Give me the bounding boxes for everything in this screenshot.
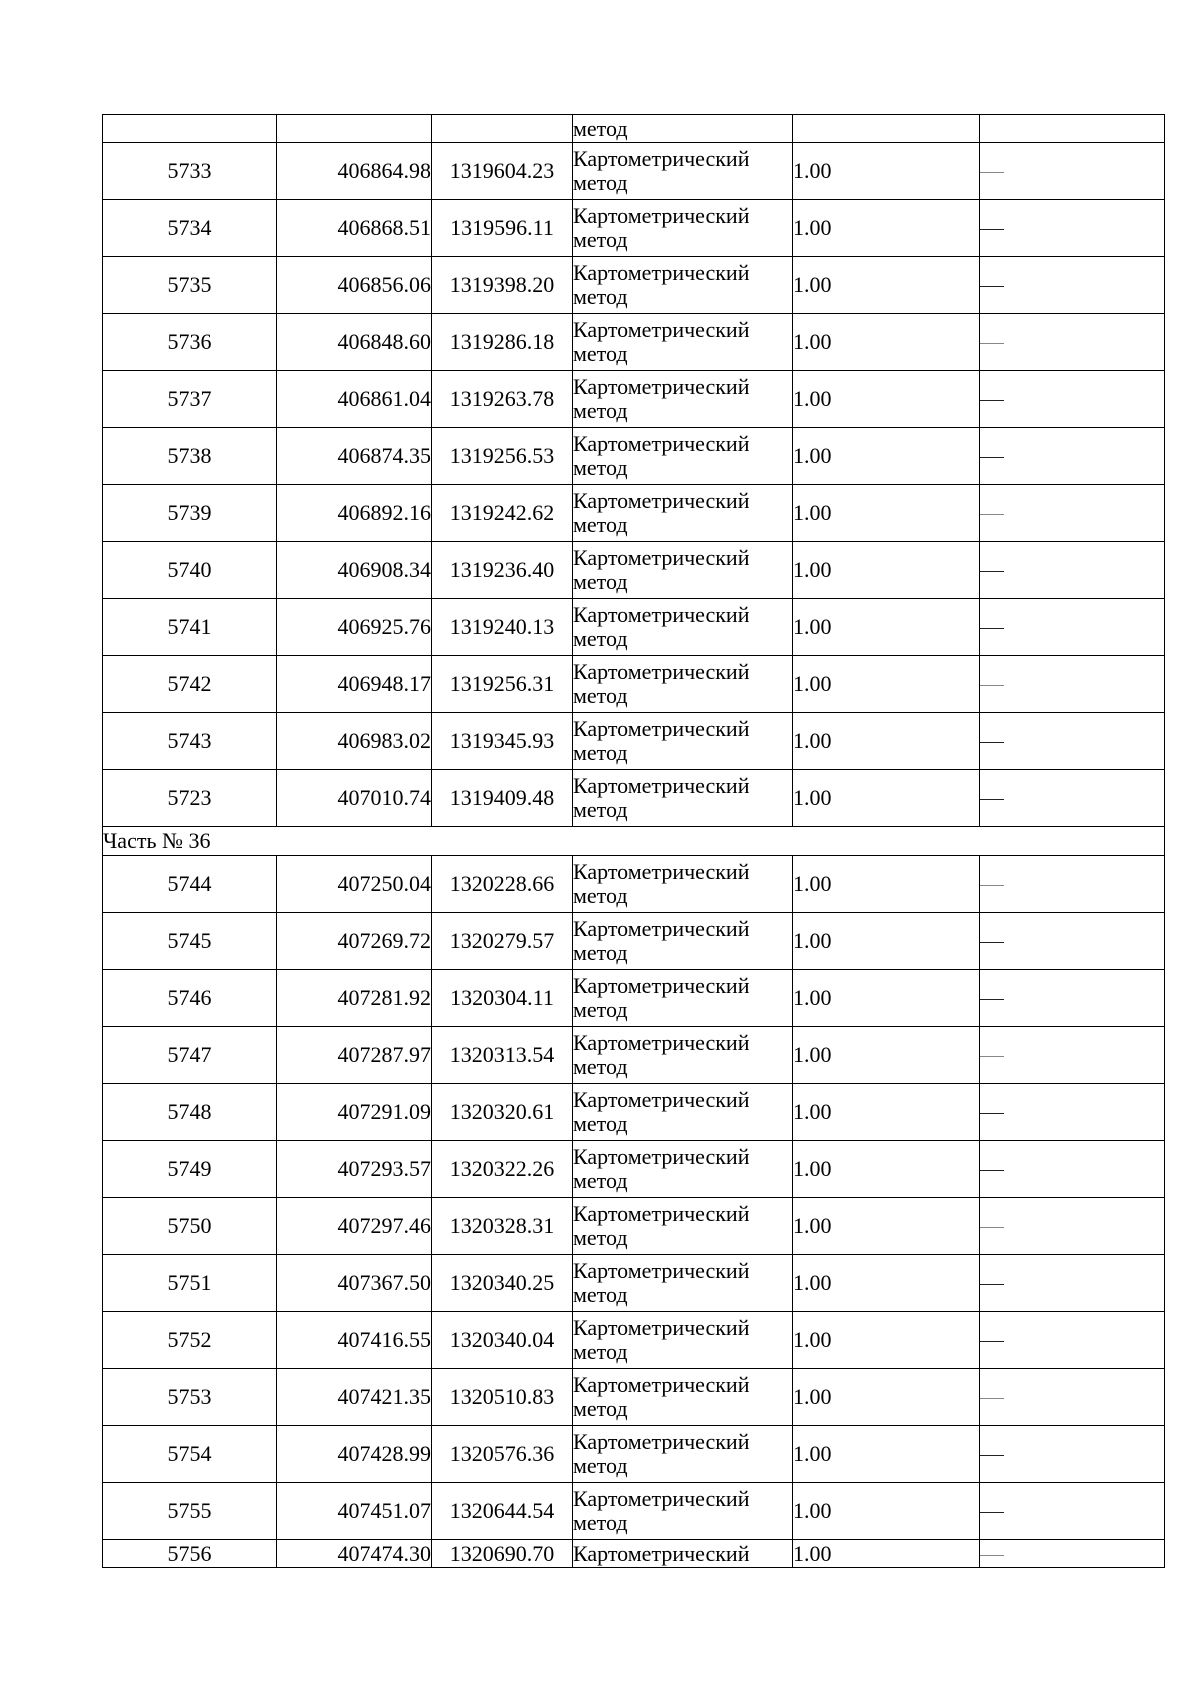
accuracy-cell: 1.00 — [793, 1426, 980, 1483]
cell-empty — [980, 115, 1165, 143]
y-coordinate-cell: 1320510.83 — [432, 1369, 573, 1426]
cell-empty — [432, 115, 573, 143]
table-row — [103, 371, 1165, 428]
method-cell — [573, 713, 793, 770]
dash-mark — [980, 1170, 1004, 1171]
method-line-2: метод — [573, 398, 628, 423]
y-coordinate-cell: 1320328.31 — [432, 1198, 573, 1255]
method-line-2: метод — [573, 997, 628, 1022]
x-coordinate-cell: 407297.46 — [277, 1198, 432, 1255]
table-row — [103, 1141, 1165, 1198]
method-line-2: метод — [573, 284, 628, 309]
method-cell — [573, 115, 793, 143]
accuracy-cell: 1.00 — [793, 1141, 980, 1198]
accuracy-cell: 1.00 — [793, 542, 980, 599]
dash-mark — [980, 400, 1004, 401]
method-line-1: Картометрический — [573, 1486, 750, 1511]
method-cell — [573, 428, 793, 485]
x-coordinate-cell: 406868.51 — [277, 200, 432, 257]
table-row — [103, 485, 1165, 542]
method-cell — [573, 1369, 793, 1426]
method-cell — [573, 913, 793, 970]
method-cell — [573, 1483, 793, 1540]
method-line-2: метод — [573, 683, 628, 708]
method-cell — [573, 1141, 793, 1198]
method-line-2: метод — [573, 341, 628, 366]
dash-mark — [980, 1341, 1004, 1342]
accuracy-cell: 1.00 — [793, 770, 980, 827]
y-coordinate-cell: 1319256.53 — [432, 428, 573, 485]
accuracy-cell: 1.00 — [793, 143, 980, 200]
method-cell — [573, 856, 793, 913]
method-line-1: Картометрический — [573, 1087, 750, 1112]
point-number-cell: 5750 — [103, 1198, 277, 1255]
x-coordinate-cell: 406948.17 — [277, 656, 432, 713]
method-line-2: метод — [573, 569, 628, 594]
method-line-1: Картометрический — [573, 488, 750, 513]
method-line-2: метод — [573, 455, 628, 480]
description-cell — [980, 1255, 1165, 1312]
dash-mark — [980, 343, 1004, 344]
description-cell — [980, 1312, 1165, 1369]
dash-mark — [980, 1398, 1004, 1399]
dash-mark — [980, 1227, 1004, 1228]
y-coordinate-cell: 1319236.40 — [432, 542, 573, 599]
method-line-1: Картометрический — [573, 659, 750, 684]
table-row — [103, 656, 1165, 713]
method-line-1: Картометрический — [573, 1372, 750, 1397]
table-row — [103, 599, 1165, 656]
dash-mark — [980, 457, 1004, 458]
x-coordinate-cell: 406856.06 — [277, 257, 432, 314]
table-row-fragment-top — [103, 115, 1165, 143]
point-number-cell: 5745 — [103, 913, 277, 970]
dash-mark — [980, 685, 1004, 686]
y-coordinate-cell: 1320279.57 — [432, 913, 573, 970]
dash-mark — [980, 1113, 1004, 1114]
dash-mark — [980, 172, 1004, 173]
x-coordinate-cell: 407421.35 — [277, 1369, 432, 1426]
x-coordinate-cell: 407428.99 — [277, 1426, 432, 1483]
accuracy-cell: 1.00 — [793, 913, 980, 970]
method-line-2: метод — [573, 1396, 628, 1421]
y-coordinate-cell: 1319256.31 — [432, 656, 573, 713]
dash-mark — [980, 999, 1004, 1000]
description-cell — [980, 913, 1165, 970]
method-line-2: метод — [573, 227, 628, 252]
table-row — [103, 1483, 1165, 1540]
description-cell — [980, 1141, 1165, 1198]
method-line-1: Картометрический — [573, 716, 750, 741]
method-line-2: метод — [573, 1225, 628, 1250]
x-coordinate-cell: 406925.76 — [277, 599, 432, 656]
point-number-cell: 5744 — [103, 856, 277, 913]
cell-empty — [103, 115, 277, 143]
y-coordinate-cell: 1319409.48 — [432, 770, 573, 827]
point-number-cell: 5740 — [103, 542, 277, 599]
table-row — [103, 428, 1165, 485]
y-coordinate-cell: 1319263.78 — [432, 371, 573, 428]
x-coordinate-cell: 407010.74 — [277, 770, 432, 827]
x-coordinate-cell: 406892.16 — [277, 485, 432, 542]
accuracy-cell: 1.00 — [793, 371, 980, 428]
description-cell — [980, 1483, 1165, 1540]
point-number-cell: 5752 — [103, 1312, 277, 1369]
method-line-2: метод — [573, 1168, 628, 1193]
method-cell — [573, 1540, 793, 1568]
method-line-1: Картометрический — [573, 545, 750, 570]
point-number-cell: 5741 — [103, 599, 277, 656]
accuracy-cell: 1.00 — [793, 713, 980, 770]
x-coordinate-cell: 406848.60 — [277, 314, 432, 371]
dash-mark — [980, 571, 1004, 572]
method-cell — [573, 143, 793, 200]
description-cell — [980, 542, 1165, 599]
dash-mark — [980, 229, 1004, 230]
table-row — [103, 1369, 1165, 1426]
description-cell — [980, 257, 1165, 314]
point-number-cell: 5754 — [103, 1426, 277, 1483]
part-header-row — [103, 827, 1165, 856]
description-cell — [980, 428, 1165, 485]
method-line-1: Картометрический — [573, 1429, 750, 1454]
table-row — [103, 856, 1165, 913]
method-cell — [573, 1312, 793, 1369]
dash-mark — [980, 514, 1004, 515]
method-line-2: метод — [573, 883, 628, 908]
x-coordinate-cell: 407416.55 — [277, 1312, 432, 1369]
method-line-1: Картометрический — [573, 1030, 750, 1055]
accuracy-cell: 1.00 — [793, 1483, 980, 1540]
accuracy-cell: 1.00 — [793, 1312, 980, 1369]
method-line-1: Картометрический — [573, 973, 750, 998]
table-row — [103, 1198, 1165, 1255]
method-cell — [573, 599, 793, 656]
point-number-cell: 5743 — [103, 713, 277, 770]
description-cell — [980, 1084, 1165, 1141]
point-number-cell: 5751 — [103, 1255, 277, 1312]
description-cell — [980, 656, 1165, 713]
method-line-1: Картометрический — [573, 859, 750, 884]
table-row — [103, 1312, 1165, 1369]
method-line-2: метод — [573, 1111, 628, 1136]
method-cell — [573, 485, 793, 542]
accuracy-cell: 1.00 — [793, 656, 980, 713]
table-row — [103, 314, 1165, 371]
point-number-cell: 5755 — [103, 1483, 277, 1540]
method-line-1: Картометрический — [573, 916, 750, 941]
description-cell — [980, 1027, 1165, 1084]
accuracy-cell: 1.00 — [793, 1084, 980, 1141]
dash-mark — [980, 1455, 1004, 1456]
accuracy-cell: 1.00 — [793, 1255, 980, 1312]
method-line-2: метод — [573, 940, 628, 965]
table-row — [103, 913, 1165, 970]
point-number-cell: 5736 — [103, 314, 277, 371]
description-cell — [980, 713, 1165, 770]
method-cell — [573, 314, 793, 371]
method-cell — [573, 1084, 793, 1141]
accuracy-cell: 1.00 — [793, 856, 980, 913]
table-row — [103, 970, 1165, 1027]
x-coordinate-cell: 407367.50 — [277, 1255, 432, 1312]
description-cell — [980, 599, 1165, 656]
coordinates-table — [102, 114, 1165, 1568]
method-line-2: метод — [573, 1453, 628, 1478]
part-label: Часть № 36 — [103, 827, 1165, 856]
method-line-1: Картометрический — [573, 317, 750, 342]
dash-mark — [980, 1284, 1004, 1285]
method-line-1: Картометрический — [573, 203, 750, 228]
x-coordinate-cell: 406908.34 — [277, 542, 432, 599]
x-coordinate-cell: 406864.98 — [277, 143, 432, 200]
method-line-2: метод — [573, 797, 628, 822]
dash-mark — [980, 1555, 1004, 1556]
table-row — [103, 257, 1165, 314]
method-line-2: метод — [573, 626, 628, 651]
description-cell — [980, 485, 1165, 542]
y-coordinate-cell: 1319345.93 — [432, 713, 573, 770]
table-row — [103, 1426, 1165, 1483]
y-coordinate-cell: 1319242.62 — [432, 485, 573, 542]
method-cell — [573, 1426, 793, 1483]
point-number-cell: 5742 — [103, 656, 277, 713]
y-coordinate-cell: 1320340.25 — [432, 1255, 573, 1312]
point-number-cell: 5753 — [103, 1369, 277, 1426]
y-coordinate-cell: 1320576.36 — [432, 1426, 573, 1483]
method-line-2: метод — [573, 1054, 628, 1079]
method-cell — [573, 656, 793, 713]
method-line-1: Картометрический — [573, 1201, 750, 1226]
table-row — [103, 542, 1165, 599]
accuracy-cell: 1.00 — [793, 970, 980, 1027]
y-coordinate-cell: 1319240.13 — [432, 599, 573, 656]
table-row — [103, 1540, 1165, 1568]
dash-mark — [980, 742, 1004, 743]
table-row — [103, 770, 1165, 827]
method-cell — [573, 1255, 793, 1312]
method-line-2: метод — [573, 740, 628, 765]
x-coordinate-cell: 407474.30 — [277, 1540, 432, 1568]
description-cell — [980, 1369, 1165, 1426]
method-line-2: метод — [573, 1339, 628, 1364]
point-number-cell: 5737 — [103, 371, 277, 428]
method-line-2: метод — [573, 512, 628, 537]
description-cell — [980, 856, 1165, 913]
table-row — [103, 1255, 1165, 1312]
accuracy-cell: 1.00 — [793, 1027, 980, 1084]
point-number-cell: 5738 — [103, 428, 277, 485]
x-coordinate-cell: 407250.04 — [277, 856, 432, 913]
description-cell — [980, 314, 1165, 371]
y-coordinate-cell: 1320320.61 — [432, 1084, 573, 1141]
accuracy-cell: 1.00 — [793, 200, 980, 257]
y-coordinate-cell: 1320322.26 — [432, 1141, 573, 1198]
dash-mark — [980, 799, 1004, 800]
method-line-2: метод — [573, 1282, 628, 1307]
method-cell — [573, 200, 793, 257]
point-number-cell: 5756 — [103, 1540, 277, 1568]
y-coordinate-cell: 1320228.66 — [432, 856, 573, 913]
method-line-1: Картометрический — [573, 1315, 750, 1340]
method-cell — [573, 257, 793, 314]
x-coordinate-cell: 407281.92 — [277, 970, 432, 1027]
table-row — [103, 143, 1165, 200]
description-cell — [980, 1426, 1165, 1483]
method-cell — [573, 1027, 793, 1084]
y-coordinate-cell: 1319398.20 — [432, 257, 573, 314]
method-line-2: метод — [573, 170, 628, 195]
table-row — [103, 1084, 1165, 1141]
accuracy-cell: 1.00 — [793, 1540, 980, 1568]
method-line-1: Картометрический — [573, 374, 750, 399]
description-cell — [980, 970, 1165, 1027]
dash-mark — [980, 885, 1004, 886]
table-row — [103, 713, 1165, 770]
dash-mark — [980, 942, 1004, 943]
method-line-1: Картометрический — [573, 260, 750, 285]
point-number-cell: 5733 — [103, 143, 277, 200]
description-cell — [980, 770, 1165, 827]
y-coordinate-cell: 1319604.23 — [432, 143, 573, 200]
accuracy-cell: 1.00 — [793, 1198, 980, 1255]
method-line-1: Картометрический — [573, 431, 750, 456]
y-coordinate-cell: 1320340.04 — [432, 1312, 573, 1369]
x-coordinate-cell: 407287.97 — [277, 1027, 432, 1084]
y-coordinate-cell: 1319596.11 — [432, 200, 573, 257]
method-cell — [573, 770, 793, 827]
description-cell — [980, 1198, 1165, 1255]
method-cell — [573, 371, 793, 428]
method-cell — [573, 1198, 793, 1255]
dash-mark — [980, 286, 1004, 287]
method-line-1: Картометрический — [573, 773, 750, 798]
method-line-2: метод — [573, 115, 628, 141]
point-number-cell: 5746 — [103, 970, 277, 1027]
x-coordinate-cell: 407291.09 — [277, 1084, 432, 1141]
description-cell — [980, 1540, 1165, 1568]
table-row — [103, 200, 1165, 257]
method-line-1: Картометрический — [573, 602, 750, 627]
point-number-cell: 5739 — [103, 485, 277, 542]
point-number-cell: 5723 — [103, 770, 277, 827]
accuracy-cell: 1.00 — [793, 485, 980, 542]
point-number-cell: 5734 — [103, 200, 277, 257]
y-coordinate-cell: 1320304.11 — [432, 970, 573, 1027]
method-cell — [573, 970, 793, 1027]
accuracy-cell: 1.00 — [793, 257, 980, 314]
accuracy-cell: 1.00 — [793, 428, 980, 485]
y-coordinate-cell: 1319286.18 — [432, 314, 573, 371]
dash-mark — [980, 1056, 1004, 1057]
y-coordinate-cell: 1320644.54 — [432, 1483, 573, 1540]
method-line-1: Картометрический — [573, 146, 750, 171]
method-line-2: метод — [573, 1510, 628, 1535]
point-number-cell: 5735 — [103, 257, 277, 314]
x-coordinate-cell: 407293.57 — [277, 1141, 432, 1198]
method-line-1: Картометрический — [573, 1144, 750, 1169]
description-cell — [980, 143, 1165, 200]
dash-mark — [980, 1512, 1004, 1513]
method-cell — [573, 542, 793, 599]
x-coordinate-cell: 406861.04 — [277, 371, 432, 428]
y-coordinate-cell: 1320313.54 — [432, 1027, 573, 1084]
table-row — [103, 1027, 1165, 1084]
cell-empty — [793, 115, 980, 143]
y-coordinate-cell: 1320690.70 — [432, 1540, 573, 1568]
accuracy-cell: 1.00 — [793, 1369, 980, 1426]
x-coordinate-cell: 406874.35 — [277, 428, 432, 485]
point-number-cell: 5747 — [103, 1027, 277, 1084]
method-line-1: Картометрический — [573, 1540, 750, 1566]
accuracy-cell: 1.00 — [793, 599, 980, 656]
accuracy-cell: 1.00 — [793, 314, 980, 371]
description-cell — [980, 371, 1165, 428]
x-coordinate-cell: 407451.07 — [277, 1483, 432, 1540]
cell-empty — [277, 115, 432, 143]
method-line-1: Картометрический — [573, 1258, 750, 1283]
x-coordinate-cell: 407269.72 — [277, 913, 432, 970]
dash-mark — [980, 628, 1004, 629]
x-coordinate-cell: 406983.02 — [277, 713, 432, 770]
point-number-cell: 5749 — [103, 1141, 277, 1198]
point-number-cell: 5748 — [103, 1084, 277, 1141]
description-cell — [980, 200, 1165, 257]
